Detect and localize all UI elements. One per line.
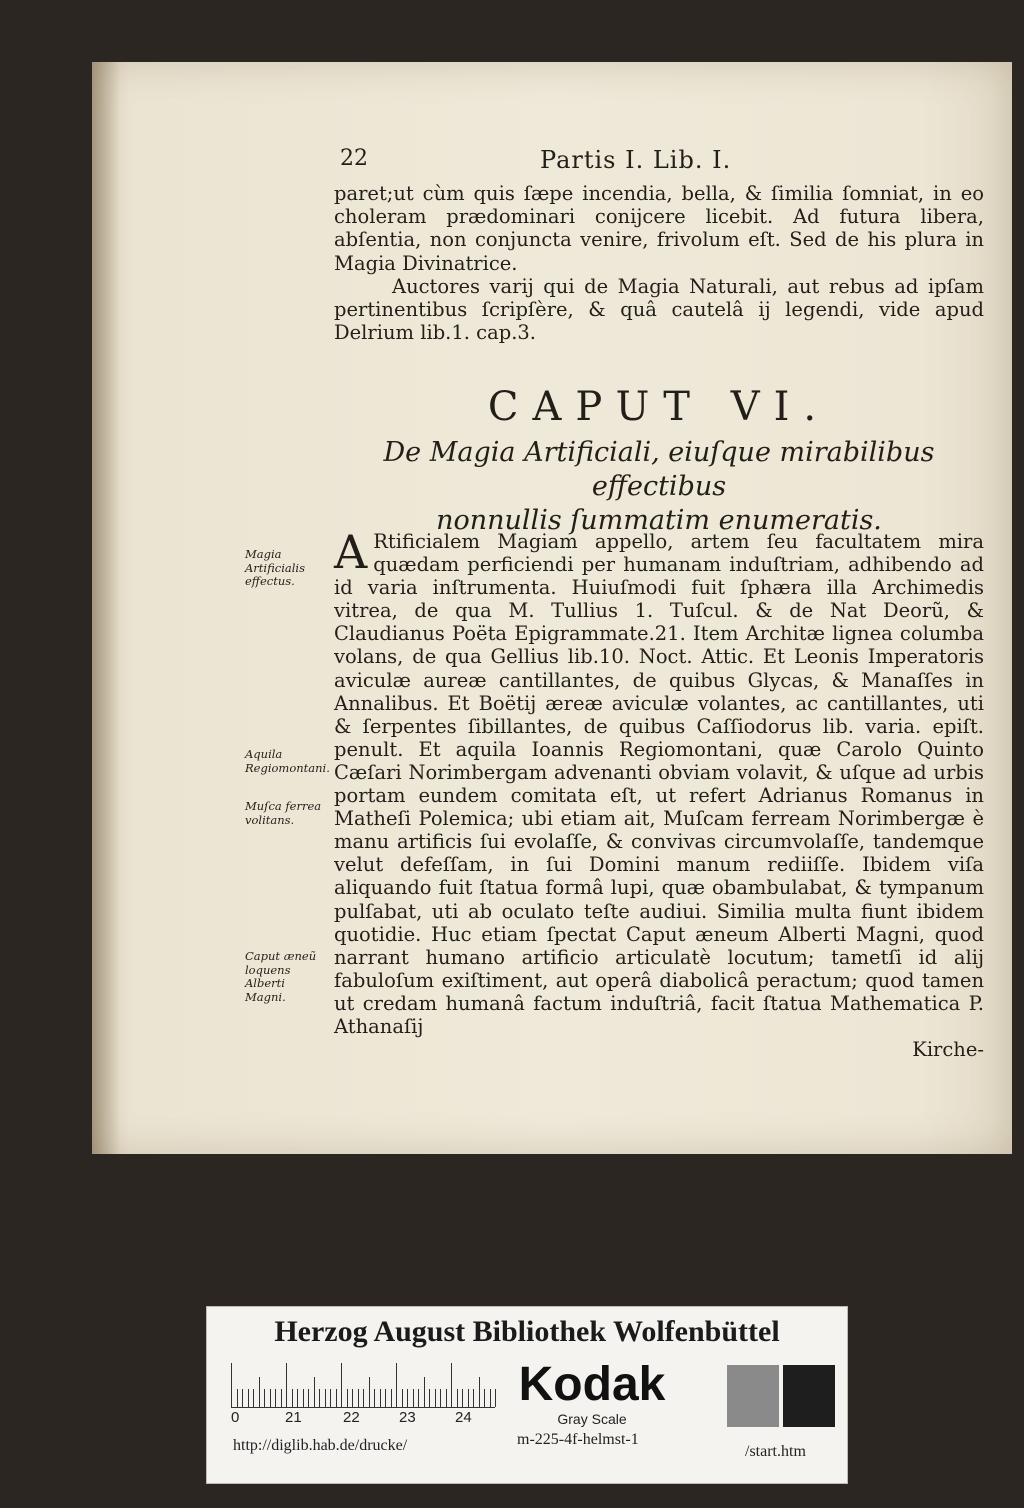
ruler-tick	[380, 1389, 381, 1407]
catchword: Kirche-	[912, 1038, 984, 1062]
ruler-tick	[440, 1389, 441, 1407]
intro-paragraph-1: paret;ut cùm quis ſæpe incendia, bella, & ſimilia ſomniat, in eo choleram prædominari conijcere licebit. Ad futura libera, abſentia, non conjuncta venire, frivolum eſt. Sed de his plura in Magia Divinatrice.	[334, 182, 984, 275]
ruler-tick	[479, 1377, 480, 1407]
ruler-tick	[413, 1389, 414, 1407]
ruler-tick	[429, 1389, 430, 1407]
ruler-tick	[490, 1389, 491, 1407]
ruler-tick	[286, 1363, 287, 1407]
ruler-tick	[484, 1389, 485, 1407]
margin-note-caput: Caput æneũ loquens Alberti Magni.	[245, 949, 317, 1004]
ruler-number: 22	[343, 1409, 360, 1426]
ruler-number: 0	[231, 1409, 240, 1426]
ruler-tick	[446, 1389, 447, 1407]
ruler-tick	[303, 1389, 304, 1407]
ruler-tick	[242, 1389, 243, 1407]
ruler-tick	[457, 1389, 458, 1407]
ruler-tick	[314, 1377, 315, 1407]
ruler	[231, 1361, 495, 1408]
margin-note-aquila: Aquila Regiomontani.	[245, 747, 330, 775]
ruler-tick	[435, 1389, 436, 1407]
ruler-number: 21	[285, 1409, 302, 1426]
ruler-tick	[369, 1377, 370, 1407]
ruler-tick	[418, 1389, 419, 1407]
chapter-heading: CAPUT VI.	[487, 384, 831, 430]
ruler-tick	[407, 1389, 408, 1407]
margin-note-magia: Magia Artificialis effectus.	[245, 547, 306, 588]
ruler-tick	[424, 1377, 425, 1407]
ruler-tick	[495, 1389, 496, 1407]
ruler-tick	[275, 1389, 276, 1407]
running-head	[340, 146, 980, 182]
url-right: /start.htm	[745, 1443, 806, 1460]
gray-swatch	[727, 1365, 779, 1427]
black-swatch	[783, 1365, 835, 1427]
gray-scale-label: Gray Scale	[557, 1411, 627, 1427]
intro-text	[334, 182, 984, 344]
ruler-tick	[473, 1389, 474, 1407]
ruler-tick	[259, 1377, 260, 1407]
ruler-number: 24	[455, 1409, 472, 1426]
ruler-tick	[253, 1389, 254, 1407]
page-number: 22	[340, 146, 368, 171]
shelfmark: m-225-4f-helmst-1	[517, 1431, 639, 1448]
ruler-tick	[374, 1389, 375, 1407]
url-left: http://diglib.hab.de/drucke/	[233, 1437, 408, 1454]
ruler-tick	[391, 1389, 392, 1407]
ruler-tick	[462, 1389, 463, 1407]
ruler-number: 23	[399, 1409, 416, 1426]
ruler-tick	[270, 1389, 271, 1407]
ruler-tick	[264, 1389, 265, 1407]
chapter-subtitle	[334, 436, 984, 538]
main-paragraph: Rtificialem Magiam appello, artem ſeu facultatem mira quædam perficiendi per humanam induſtriam, adhibendo ad id varia inſtrumenta. Huiuſmodi fuit ſphæra illa Archimedis vitrea, de qua M. Tullius 1. Tuſcul. & de Nat Deorũ, & Claudianus Poëta Epigrammate.21. Item Architæ lignea columba volans, de qua Gellius lib.10. Noct. Attic. Et Leonis Imperatoris aviculæ aureæ cantillantes, de quibus Glycas, & Manaſſes in Annalibus. Et Boëtij æreæ aviculæ volantes, ac cantillantes, uti & ſerpentes ſibillantes, de quibus Caſſiodorus lib. varia. epiſt. penult. Et aquila Ioannis Regiomontani, quæ Carolo Quinto Cæſari Norimbergam advenanti obviam volavit, & uſque ad urbis portam eundem comitata eſt, ut refert Adrianus Romanus in Matheſi Polemica; ubi etiam ait, Muſcam ferream Norimbergæ è manu artificis ſui evolaſſe, & convivas circumvolaſſe, tandemque velut defeſſam, in ſui Domini manum rediiſſe. Ibidem viſa aliquando fuit ſtatua formâ lupi, quæ obambulabat, & tympanum pulſabat, uti ab oculato teſte audiui. Similia multa fiunt ibidem quotidie. Huc etiam ſpectat Caput æneum Alberti Magni, quod narrant humano artificio articulatè locutum; tametſi id alij fabuloſum exiſtiment, aut operâ diabolicâ peractum; quod tamen ut credam humanâ factum induſtriâ, facit ſtatua Mathematica P. Athanaſij	[334, 530, 984, 1038]
library-name: Herzog August Bibliothek Wolfenbüttel	[274, 1315, 780, 1348]
ruler-tick	[468, 1389, 469, 1407]
margin-note-musca: Muſca ferrea volitans.	[245, 799, 322, 827]
drop-initial: A	[334, 525, 368, 579]
ruler-tick	[402, 1389, 403, 1407]
ruler-tick	[363, 1389, 364, 1407]
ruler-tick	[396, 1363, 397, 1407]
ruler-tick	[281, 1389, 282, 1407]
intro-paragraph-2: Auctores varij qui de Magia Naturali, aut rebus ad ipſam pertinentibus ſcripſère, & quâ cautelâ ij legendi, vide apud Delrium lib.1. cap.3.	[334, 274, 984, 345]
ruler-tick	[319, 1389, 320, 1407]
ruler-tick	[352, 1389, 353, 1407]
ruler-tick	[231, 1363, 232, 1407]
ruler-tick	[341, 1363, 342, 1407]
chapter-subtitle-line-2: nonnullis ſummatim enumeratis.	[436, 505, 882, 536]
ruler-tick	[330, 1389, 331, 1407]
running-title: Partis I. Lib. I.	[540, 146, 732, 174]
ruler-tick	[325, 1389, 326, 1407]
ruler-tick	[358, 1389, 359, 1407]
ruler-numbers	[227, 1409, 507, 1431]
scale-card	[206, 1306, 848, 1484]
ruler-tick	[451, 1363, 452, 1407]
ruler-tick	[308, 1389, 309, 1407]
kodak-logo: Kodak	[518, 1358, 666, 1411]
ruler-tick	[292, 1389, 293, 1407]
chapter-subtitle-line-1: De Magia Artificiali, eiuſque mirabilibus effectibus	[383, 437, 935, 502]
main-text	[334, 525, 984, 1062]
ruler-tick	[385, 1389, 386, 1407]
ruler-tick	[347, 1389, 348, 1407]
ruler-tick	[336, 1389, 337, 1407]
ruler-tick	[248, 1389, 249, 1407]
ruler-tick	[297, 1389, 298, 1407]
ruler-tick	[237, 1389, 238, 1407]
